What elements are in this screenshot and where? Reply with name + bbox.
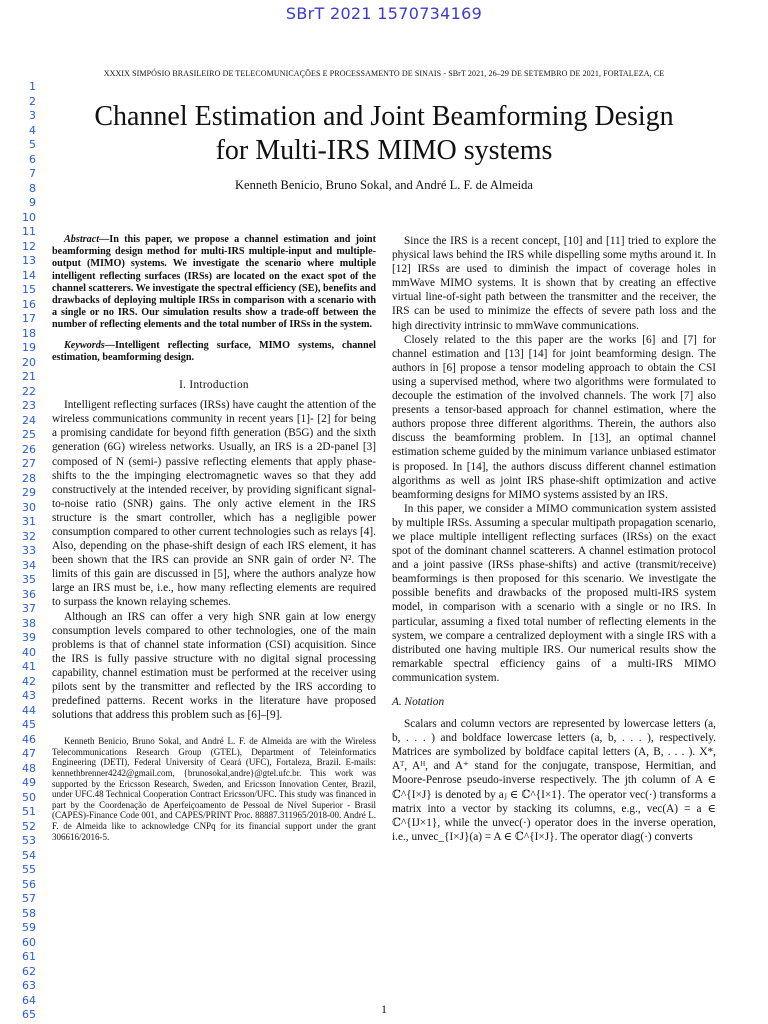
line-number: 16	[22, 297, 36, 311]
line-number: 61	[22, 950, 36, 963]
line-number: 49	[22, 776, 36, 789]
line-number: 1	[29, 80, 36, 93]
line-number: 42	[22, 674, 36, 688]
line-number: 39	[22, 631, 36, 644]
section-heading-introduction: I. Introduction	[179, 379, 249, 392]
line-number: 40	[22, 645, 36, 659]
line-number: 20	[22, 355, 36, 369]
line-number: 14	[22, 268, 36, 282]
line-number: 46	[22, 732, 36, 746]
line-number: 53	[22, 834, 36, 847]
keywords-label: Keywords—	[64, 339, 115, 351]
line-number: 4	[29, 123, 36, 137]
line-number: 7	[29, 167, 36, 180]
left-column	[52, 234, 376, 842]
title-line-2: for Multi-IRS MIMO systems	[215, 135, 553, 166]
line-number: 63	[22, 979, 36, 992]
line-number: 27	[22, 457, 36, 470]
abstract-label: Abstract—	[64, 234, 110, 245]
line-number: 60	[22, 935, 36, 949]
keywords	[52, 340, 376, 364]
line-number: 33	[22, 544, 36, 557]
line-number: 13	[22, 254, 36, 267]
line-number: 55	[22, 863, 36, 876]
line-number: 11	[22, 225, 36, 238]
line-number: 10	[22, 210, 36, 224]
line-number: 44	[22, 703, 36, 717]
line-number: 51	[22, 805, 36, 818]
line-number: 23	[22, 399, 36, 412]
line-number: 52	[22, 819, 36, 833]
line-number: 21	[22, 370, 36, 383]
abstract	[52, 234, 376, 332]
line-number: 25	[22, 428, 36, 441]
line-number: 31	[22, 515, 36, 528]
line-number: 41	[22, 660, 36, 673]
footnote: Kenneth Benicio, Bruno Sokal, and André L. F. de Almeida are with the Wireless Telecommunications Research Group (GTEL), Department of Teleinformatics Engineering (DETI), Federal University of Ceará (UFC), Fortaleza, Brazil. E-mails: kennethbrenner4242@gmail.com, {brunosokal,andre}@gtel.ufc.br. This work was supported by the Ericsson Research, Sweden, and Ericsson Innovation Center, Brazil, under UFC.48 Technical Cooperation Contract Ericsson/UFC. This study was financed in part by the Coordenação de Aperfeiçoamento de Pessoal de Nível Superior - Brasil (CAPES)-Finance Code 001, and CAPES/PRINT Proc. 88887.311965/2018-00. André L. F. de Almeida like to acknowledge CNPq for its financial support under the grant 306616/2016-5.	[52, 736, 376, 842]
paragraph: Scalars and column vectors are represented by lowercase letters (a, b, . . . ) and boldface lowercase letters (a, b, . . . ), respectively. Matrices are symbolized by boldface capital letters (A, B, . . . ). X*, Aᵀ, Aᴴ, and A⁺ stand for the conjugate, transpose, Hermitian, and Moore-Penrose pseudo-inverse respectively. The jth column of A ∈ ℂ^{I×J} is denoted by aⱼ ∈ ℂ^{I×1}. The operator vec(·) transforms a matrix into a vector by stacking its columns, e.g., vec(A) = a ∈ ℂ^{IJ×1}, while the unvec(·) operator does in the inverse operation, i.e., unvec_{I×J}(a) = A ∈ ℂ^{I×J}. The operator diag(·) converts	[392, 718, 716, 843]
line-number: 50	[22, 790, 36, 804]
conference-header: XXXIX SIMPÓSIO BRASILEIRO DE TELECOMUNICAÇÕES E PROCESSAMENTO DE SINAIS - SBrT 2021, 26–29 DE SETEMBRO DE 2021, FORTALEZA, CE	[103, 69, 665, 78]
line-number: 5	[29, 138, 36, 151]
line-number: 38	[22, 616, 36, 630]
line-number: 65	[22, 1008, 36, 1021]
line-number: 28	[22, 471, 36, 485]
title-line-1: Channel Estimation and Joint Beamforming Design	[94, 101, 674, 132]
paragraph: Although an IRS can offer a very high SNR gain at low energy consumption levels compared to other technologies, one of the main problems is that of channel state information (CSI) acquisition. Since the IRS is fully passive structure with no digital signal processing capability, channel estimation must be performed at the receiver using pilots sent by the transmitter and reflected by the IRS according to predefined patterns. Recent works in the literature have proposed solutions that address this problem such as [6]–[9].	[52, 610, 376, 722]
line-number: 17	[22, 312, 36, 325]
paragraph: Intelligent reflecting surfaces (IRSs) have caught the attention of the wireless communications community in recent years [1]- [2] for being a promising candidate for beyond fifth generation (B5G) and the sixth generation (6G) wireless networks. Usually, an IRS is a 2D-panel [3] composed of N (semi-) passive reflecting elements that apply phase-shifts to the the impinging electromagnetic waves so that they add constructively at the intended receiver, by providing significant signal-to-noise ratio (SNR) gains. The only active element in the IRS structure is the smart controller, which has a negligible power consumption compared to other current technologies such as relays [4]. Also, depending on the phase-shift design of each IRS element, it has been shown that the IRS can provide an SNR gain of order N². The limits of this gain are discussed in [5], where the authors analyze how large an IRS must be, i.e., how many reflecting elements are required to surpass the known relaying schemes.	[52, 399, 376, 609]
line-number: 6	[29, 152, 36, 166]
line-number: 15	[22, 283, 36, 296]
paragraph: Since the IRS is a recent concept, [10] and [11] tried to explore the physical laws behind the IRS while dispelling some myths around it. In [12] IRSs are used to diminish the impact of coverage holes in mmWave MIMO systems. It is shown that by creating an effective virtual line-of-sight path between the transmitter and the receiver, the IRS can be used to minimize the effects of severe path loss and the high directivity intrinsic to mmWave communications.	[392, 235, 716, 332]
paper-id: SBrT 2021 1570734169	[285, 4, 483, 23]
line-number: 64	[22, 993, 36, 1007]
line-number: 48	[22, 761, 36, 775]
line-number: 9	[29, 196, 36, 209]
line-number: 58	[22, 906, 36, 920]
page-number: 1	[381, 1002, 387, 1016]
right-column	[392, 234, 716, 844]
line-number: 62	[22, 964, 36, 978]
line-number: 45	[22, 718, 36, 731]
line-number: 19	[22, 341, 36, 354]
line-number: 3	[29, 109, 36, 122]
line-number: 59	[22, 921, 36, 934]
line-number: 47	[22, 747, 36, 760]
keywords-text: Intelligent reflecting surface, MIMO systems, channel estimation, beamforming design.	[52, 339, 376, 363]
line-number: 43	[22, 689, 36, 702]
abstract-text: In this paper, we propose a channel estimation and joint beamforming design method for multi-IRS multiple-input and multiple-output (MIMO) systems. We investigate the scenario where multiple intelligent reflecting surfaces (IRSs) are located on the exact spot of the channel scatterers. We investigate the spectral efficiency (SE), benefits and drawbacks of deploying multiple IRSs in comparison with a scenario with a single or no IRS. Our simulation results show a trade-off between the number of reflecting elements and the total number of IRSs in the system.	[52, 234, 376, 331]
authors: Kenneth Benicio, Bruno Sokal, and André L. F. de Almeida	[235, 178, 533, 192]
paragraph: In this paper, we consider a MIMO communication system assisted by multiple IRSs. Assuming a specular multipath propagation scenario, we place multiple intelligent reflecting surfaces (IRSs) on the exact spot of the dominant channel scatterers. A channel estimation protocol and a joint passive (IRSs phase-shifts) and active (transmit/receive) beamformings is then proposed for this scenario. We investigate the possible benefits and drawbacks of the proposed multi-IRS system model, in comparison with a scenario with a single or no IRS. In particular, assuming a fixed total number of reflecting elements in the system, we compare a centralized deployment with a single IRS with a distributed one having multiple IRS. Our numerical results show the remarkable spectral efficiency gains of a multi-IRS MIMO communication system.	[392, 502, 716, 684]
line-number: 8	[29, 181, 36, 195]
line-number: 18	[22, 326, 36, 340]
line-number: 24	[22, 413, 36, 427]
line-number: 29	[22, 486, 36, 499]
subsection-heading-notation: A. Notation	[392, 696, 445, 708]
line-number: 30	[22, 500, 36, 514]
line-number: 22	[22, 384, 36, 398]
line-number: 56	[22, 877, 36, 891]
line-number: 2	[29, 94, 36, 108]
paper-title	[40, 100, 728, 168]
line-number: 26	[22, 442, 36, 456]
line-number: 37	[22, 602, 36, 615]
line-number: 36	[22, 587, 36, 601]
line-number: 34	[22, 558, 36, 572]
line-number: 57	[22, 892, 36, 905]
line-number: 32	[22, 529, 36, 543]
paragraph: Closely related to the this paper are the works [6] and [7] for channel estimation and [13] [14] for joint beamforming design. The authors in [6] propose a tensor modeling approach to obtain the CSI using a supervised method, where two algorithms were formulated to decouple the estimation of the involved channels. The work [7] also presents a tensor-based approach for channel estimation, where the authors propose three different algorithms. Therein, the authors also discuss the beamforming problem. In [13], an optimal channel estimation scheme guided by the minimum variance unbiased estimator is proposed. In [14], the authors discuss different channel estimation algorithms as well as joint IRS phase-shift optimization and active beamforming designs for MIMO systems assisted by an IRS.	[392, 333, 716, 501]
line-number: 54	[22, 848, 36, 862]
line-number: 12	[22, 239, 36, 253]
line-number: 35	[22, 573, 36, 586]
